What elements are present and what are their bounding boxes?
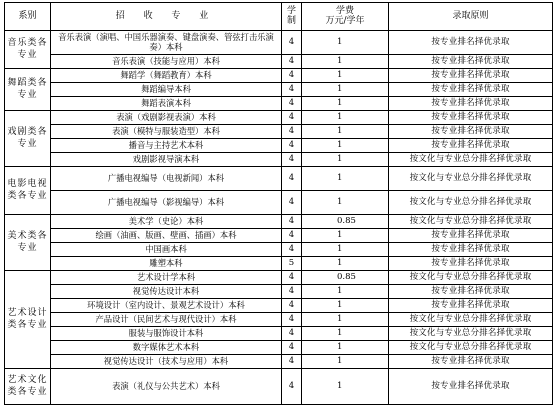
rule-cell: 按专业排名择优录取 (389, 55, 553, 69)
years-cell: 4 (282, 313, 302, 327)
fee-cell: 1 (302, 55, 389, 69)
table-row (5, 285, 553, 299)
years-cell: 4 (282, 327, 302, 341)
fee-cell: 1 (302, 139, 389, 153)
table-row (5, 369, 553, 405)
years-cell: 4 (282, 125, 302, 139)
rule-cell: 按专业排名择优录取 (389, 139, 553, 153)
table-row (5, 55, 553, 69)
years-cell: 4 (282, 83, 302, 97)
header-fee: 学费 万元/学年 (302, 3, 389, 31)
rule-cell: 按文化与专业总分排名择优录取 (389, 313, 553, 327)
years-cell: 4 (282, 215, 302, 229)
table-row (5, 111, 553, 125)
fee-cell: 1 (302, 327, 389, 341)
rule-cell: 按专业排名择优录取 (389, 229, 553, 243)
rule-cell: 按文化与专业总分排名择优录取 (389, 153, 553, 167)
fee-cell: 0.85 (302, 215, 389, 229)
years-cell: 4 (282, 285, 302, 299)
category-cell: 音乐类各专业 (5, 31, 51, 69)
rule-cell: 按专业排名择优录取 (389, 97, 553, 111)
major-cell: 戏剧影视导演本科 (51, 153, 282, 167)
table-row (5, 257, 553, 271)
major-cell: 中国画本科 (51, 243, 282, 257)
table-row (5, 313, 553, 327)
fee-cell: 1 (302, 153, 389, 167)
category-cell: 艺术设计类各专业 (5, 271, 51, 369)
category-cell: 戏剧类各专业 (5, 111, 51, 167)
years-cell: 4 (282, 271, 302, 285)
major-cell: 播音与主持艺术本科 (51, 139, 282, 153)
rule-cell: 按专业排名择优录取 (389, 31, 553, 55)
major-cell: 表演（模特与服装造型）本科 (51, 125, 282, 139)
major-cell: 服装与服饰设计本科 (51, 327, 282, 341)
major-cell: 广播电视编导（影视编导）本科 (51, 191, 282, 215)
category-cell: 艺术文化类各专业 (5, 369, 51, 405)
years-cell: 4 (282, 167, 302, 191)
years-cell: 4 (282, 111, 302, 125)
years-cell: 4 (282, 369, 302, 405)
table-body (5, 31, 553, 405)
major-cell: 美术学（史论）本科 (51, 215, 282, 229)
major-cell: 绘画（油画、版画、壁画、插画）本科 (51, 229, 282, 243)
major-cell: 环境设计（室内设计、景观艺术设计）本科 (51, 299, 282, 313)
years-cell: 4 (282, 341, 302, 355)
category-cell: 美术类各专业 (5, 215, 51, 271)
years-cell: 4 (282, 229, 302, 243)
table-row (5, 355, 553, 369)
table-row (5, 125, 553, 139)
table-row (5, 191, 553, 215)
major-cell: 表演（戏剧影视表演）本科 (51, 111, 282, 125)
years-cell: 4 (282, 69, 302, 83)
table-row (5, 167, 553, 191)
years-cell: 4 (282, 191, 302, 215)
years-cell: 4 (282, 139, 302, 153)
years-cell: 4 (282, 153, 302, 167)
table-row (5, 69, 553, 83)
header-row (5, 3, 553, 31)
fee-cell: 1 (302, 125, 389, 139)
years-cell: 4 (282, 31, 302, 55)
fee-cell: 1 (302, 111, 389, 125)
major-cell: 数字媒体艺术本科 (51, 341, 282, 355)
table-row (5, 327, 553, 341)
header-rule: 录取原则 (389, 3, 553, 31)
major-cell: 广播电视编导（电视新闻）本科 (51, 167, 282, 191)
rule-cell: 按专业排名择优录取 (389, 257, 553, 271)
table-row (5, 97, 553, 111)
fee-cell: 1 (302, 299, 389, 313)
major-cell: 雕塑本科 (51, 257, 282, 271)
major-cell: 表演（礼仪与公共艺术）本科 (51, 369, 282, 405)
years-cell: 4 (282, 243, 302, 257)
major-cell: 音乐表演（演唱、中国乐器演奏、键盘演奏、管弦打击乐演奏）本科 (51, 31, 282, 55)
table-row (5, 229, 553, 243)
major-cell: 产品设计（民间艺术与现代设计）本科 (51, 313, 282, 327)
table-row (5, 83, 553, 97)
rule-cell: 按专业排名择优录取 (389, 299, 553, 313)
fee-cell: 1 (302, 229, 389, 243)
rule-cell: 按文化与专业总分排名择优录取 (389, 271, 553, 285)
fee-cell: 1 (302, 69, 389, 83)
years-cell: 4 (282, 97, 302, 111)
major-cell: 舞蹈编导本科 (51, 83, 282, 97)
rule-cell: 按专业排名择优录取 (389, 69, 553, 83)
fee-cell: 1 (302, 257, 389, 271)
rule-cell: 按专业排名择优录取 (389, 369, 553, 405)
header-major: 招 收 专 业 (51, 3, 282, 31)
table-row (5, 31, 553, 55)
fee-cell: 1 (302, 355, 389, 369)
category-cell: 舞蹈类各专业 (5, 69, 51, 111)
fee-cell: 1 (302, 341, 389, 355)
rule-cell: 按文化与专业总分排名择优录取 (389, 167, 553, 191)
table-row (5, 271, 553, 285)
major-cell: 视觉传达设计（技术与应用）本科 (51, 355, 282, 369)
years-cell: 4 (282, 299, 302, 313)
table-row (5, 139, 553, 153)
rule-cell: 按专业排名择优录取 (389, 111, 553, 125)
fee-cell: 1 (302, 97, 389, 111)
fee-cell: 1 (302, 243, 389, 257)
admission-table (4, 2, 553, 405)
rule-cell: 按专业排名择优录取 (389, 355, 553, 369)
fee-cell: 1 (302, 83, 389, 97)
major-cell: 视觉传达设计本科 (51, 285, 282, 299)
table-row (5, 341, 553, 355)
fee-cell: 1 (302, 313, 389, 327)
fee-cell: 1 (302, 285, 389, 299)
category-cell: 电影电视类各专业 (5, 167, 51, 215)
rule-cell: 按文化与专业总分排名择优录取 (389, 215, 553, 229)
major-cell: 艺术设计学本科 (51, 271, 282, 285)
header-category: 系别 (5, 3, 51, 31)
rule-cell: 按文化与专业总分排名择优录取 (389, 327, 553, 341)
fee-cell: 1 (302, 31, 389, 55)
rule-cell: 按文化与专业总分排名择优录取 (389, 191, 553, 215)
rule-cell: 按文化与专业总分排名择优录取 (389, 341, 553, 355)
fee-cell: 1 (302, 191, 389, 215)
years-cell: 5 (282, 257, 302, 271)
header-years: 学制 (282, 3, 302, 31)
rule-cell: 按专业排名择优录取 (389, 243, 553, 257)
table-row (5, 243, 553, 257)
rule-cell: 按专业排名择优录取 (389, 125, 553, 139)
table-row (5, 299, 553, 313)
fee-cell: 0.85 (302, 271, 389, 285)
major-cell: 舞蹈表演本科 (51, 97, 282, 111)
major-cell: 舞蹈学（舞蹈教育）本科 (51, 69, 282, 83)
years-cell: 4 (282, 355, 302, 369)
fee-cell: 1 (302, 167, 389, 191)
table-row (5, 215, 553, 229)
major-cell: 音乐表演（技能与应用）本科 (51, 55, 282, 69)
fee-cell: 1 (302, 369, 389, 405)
years-cell: 4 (282, 55, 302, 69)
table-row (5, 153, 553, 167)
rule-cell: 按专业排名择优录取 (389, 285, 553, 299)
rule-cell: 按专业排名择优录取 (389, 83, 553, 97)
